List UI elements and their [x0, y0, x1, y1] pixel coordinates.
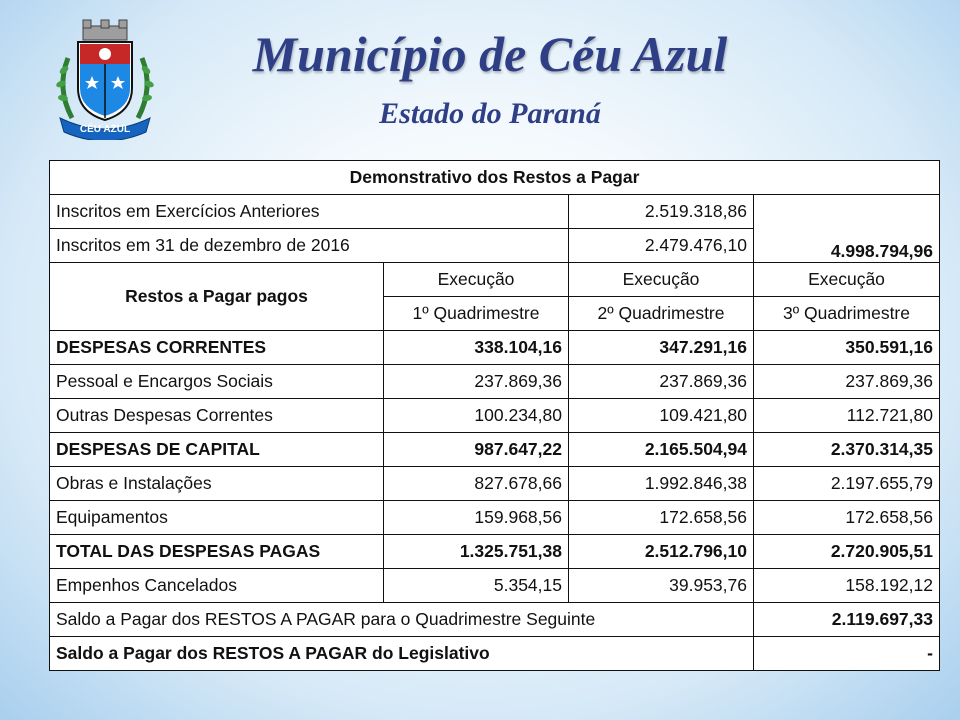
saldo-legislativo-label: Saldo a Pagar dos RESTOS A PAGAR do Legislativo: [50, 637, 754, 671]
page-subtitle: Estado do Paraná: [379, 97, 601, 130]
period-label: 3º Quadrimestre: [754, 297, 940, 331]
row-value: 237.869,36: [569, 365, 754, 399]
row-label: Equipamentos: [50, 501, 384, 535]
municipal-crest-logo: [50, 18, 160, 140]
execucao-label: Execução: [384, 263, 569, 297]
crest-label: CÉU AZUL: [79, 124, 131, 135]
row-label: Obras e Instalações: [50, 467, 384, 501]
inscritos-row: [50, 195, 940, 229]
row-value: 350.591,16: [754, 331, 940, 365]
row-label: TOTAL DAS DESPESAS PAGAS: [50, 535, 384, 569]
table-row: [50, 399, 940, 433]
row-value: 2.720.905,51: [754, 535, 940, 569]
row-value: 1.325.751,38: [384, 535, 569, 569]
table-row: [50, 331, 940, 365]
execucao-label: Execução: [754, 263, 940, 297]
row-value: 338.104,16: [384, 331, 569, 365]
row-label: Outras Despesas Correntes: [50, 399, 384, 433]
restos-a-pagar-table: [49, 160, 940, 671]
row-value: 987.647,22: [384, 433, 569, 467]
period-label: 1º Quadrimestre: [384, 297, 569, 331]
saldo-legislativo-row: [50, 637, 940, 671]
row-value: 2.370.314,35: [754, 433, 940, 467]
saldo-legislativo-value: -: [754, 637, 940, 671]
inscritos-label: Inscritos em 31 de dezembro de 2016: [50, 229, 569, 263]
table-row: [50, 365, 940, 399]
row-value: 172.658,56: [754, 501, 940, 535]
table-caption-row: [50, 161, 940, 195]
inscritos-value: 2.479.476,10: [569, 229, 754, 263]
period-label: 2º Quadrimestre: [569, 297, 754, 331]
row-value: 347.291,16: [569, 331, 754, 365]
row-label: DESPESAS DE CAPITAL: [50, 433, 384, 467]
page-title: Município de Céu Azul: [252, 26, 728, 82]
row-value: 2.165.504,94: [569, 433, 754, 467]
inscritos-total: 4.998.794,96: [754, 195, 940, 263]
restos-pagos-label: Restos a Pagar pagos: [50, 263, 384, 331]
row-value: 112.721,80: [754, 399, 940, 433]
row-value: 827.678,66: [384, 467, 569, 501]
row-label: Pessoal e Encargos Sociais: [50, 365, 384, 399]
row-value: 2.197.655,79: [754, 467, 940, 501]
table-row: [50, 535, 940, 569]
row-value: 5.354,15: [384, 569, 569, 603]
table-row: [50, 569, 940, 603]
row-value: 109.421,80: [569, 399, 754, 433]
inscritos-label: Inscritos em Exercícios Anteriores: [50, 195, 569, 229]
row-value: 1.992.846,38: [569, 467, 754, 501]
row-value: 39.953,76: [569, 569, 754, 603]
table-row: [50, 501, 940, 535]
execucao-label: Execução: [569, 263, 754, 297]
row-label: DESPESAS CORRENTES: [50, 331, 384, 365]
row-value: 237.869,36: [754, 365, 940, 399]
row-label: Empenhos Cancelados: [50, 569, 384, 603]
row-value: 100.234,80: [384, 399, 569, 433]
row-value: 237.869,36: [384, 365, 569, 399]
saldo-seguinte-label: Saldo a Pagar dos RESTOS A PAGAR para o Quadrimestre Seguinte: [50, 603, 754, 637]
saldo-seguinte-value: 2.119.697,33: [754, 603, 940, 637]
table-caption: Demonstrativo dos Restos a Pagar: [50, 161, 940, 195]
row-value: 2.512.796,10: [569, 535, 754, 569]
table-row: [50, 467, 940, 501]
table-row: [50, 433, 940, 467]
row-value: 172.658,56: [569, 501, 754, 535]
execucao-header-row: [50, 263, 940, 297]
saldo-seguinte-row: [50, 603, 940, 637]
row-value: 159.968,56: [384, 501, 569, 535]
inscritos-value: 2.519.318,86: [569, 195, 754, 229]
row-value: 158.192,12: [754, 569, 940, 603]
